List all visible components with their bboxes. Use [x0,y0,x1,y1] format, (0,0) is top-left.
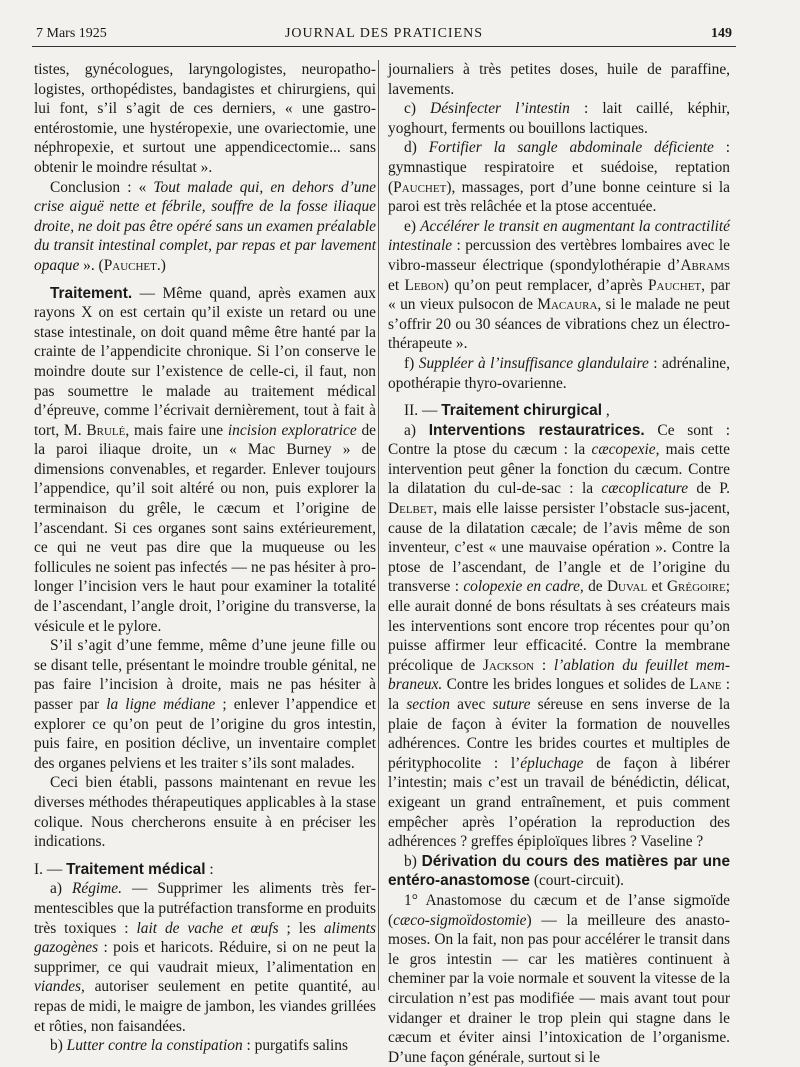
interventions-text-h: ; elle aurait donné de bons résultats à ses créateurs mais les interventions sont encore trop récentes pour qu’on puisse affirmer leur efficacité. Contre la membrane précolique de [388,578,730,674]
paragraph-conclusion [34,178,376,276]
anastomose-text-b: ) — la meilleure des anastomoses. On la fait, non pas pour accélérer le transit dans le gros intestin — car les matières continuent à cheminer par la voie normale et souvent la vitesse de la circulation n’est pas modifiée — mais avant tout pour vidanger et drainer le trop plein qui stagne dans le cæcum et éviter ainsi l’intoxication de l’organisme. D’une façon générale, surtout si le [388,911,730,1066]
paragraph-accelerer [388,217,730,354]
term-lait: lait de vache et œufs [136,919,279,937]
femme-text-a: S’il s’agit d’une femme, même d’une jeune fille ou se disant telle, présentant le moindre trouble génital, ne pas faire l’incision à droite, mais ne pas hésiter à passer par [34,637,376,713]
interventions-text-e: , mais elle laisse persister l’obstacle sus-jacent, cause de la dilatation cæcale; de l’avis même de son inventeur, c’est « une mauvaise opération ». Contre la ptose de l’ascendant, de l’angle et de l’origine du transverse : [388,500,730,596]
author-duval: Duval [606,578,648,596]
constipation-text: : purgatifs salins [242,1037,348,1055]
interventions-text-d: de P. [688,480,730,498]
term-aliments: aliments gazogènes [34,919,376,957]
interventions-text-l: avec [449,696,493,713]
author-lebon: Lebon [404,276,444,294]
author-pauchet: Pauchet [103,256,157,274]
anastomose-text-a: 1° Anastomose du cæcum et de l’anse sigmoïde ( [388,891,730,929]
author-abrams: Abrams [680,256,730,274]
paragraph-ceci: Ceci bien établi, passons maintenant en revue les diverses méthodes thérapeutiques applicables à la stase colique. Nous chercherons ensuite à en préciser les indications. [34,774,376,851]
conclusion-label: Conclusion : « [50,178,154,196]
term-viandes: viandes, [34,978,85,996]
paragraph-regime [34,879,376,1036]
term-section: section [406,696,450,713]
conclusion-end: ». ( [79,256,104,274]
derivation-heading: Dérivation du cours des matières par une entéro-anastomose [388,852,730,890]
interventions-heading: Interventions restauratrices. [428,421,645,439]
section-medical-heading [34,860,376,880]
interventions-text-c: mais cette intervention peut gêner la fonction du cæcum. Contre la dilatation du cul-de-sac : la [388,441,730,498]
traitement-heading: Traitement. [50,284,133,302]
paragraph-interventions [388,421,730,852]
traitement-text-c: de la paroi iliaque droite, un « Mac Burney » de dimensions convenables, et regarder. Enlever toujours l’appendice, qu’il soit altéré ou non, puis explorer la terminaison du grêle, le cæcum et l’origine de l’ascendant. Si ces organes sont sains extérieurement, ce qui ne veut pas dire que la muqueuse ou les follicules ne soient pas infectés — ne pas hésiter à prolonger l’incision vers le haut pour examiner la totalité de l’ascendant, l’angle droit, l’origine du transverse, la vésicule et le pylore. [34,421,377,635]
accelerer-text-c: et [388,276,405,294]
paragraph-suppleer [388,354,730,393]
item-letter: a) [404,421,429,439]
page-number: 149 [711,26,732,41]
paragraph-traitement [34,284,376,637]
item-letter: d) [404,139,429,157]
suppleer-text: : adrénaline, opothérapie thyro-ovarienne. [388,354,730,392]
interventions-text-i: : [534,656,554,674]
author-brule: Brulé [86,421,126,439]
author-pauchet: Pauchet [647,276,702,294]
paragraph-anastomose [388,891,730,1067]
paragraph-desinfecter [388,99,730,138]
paragraph-fortifier [388,138,730,216]
paragraph-femme [34,636,376,773]
paragraph-constipation [34,1036,376,1056]
paragraph-continuation: journaliers à très petites doses, huile de paraffine, lavements. [388,61,730,98]
femme-text-b: ; enlever l’appendice et explorer ce qu’on peut de l’origine du gros intestin, puis faire, en position déclive, un inventaire complet des organes pelviens et les traiter s’ils sont malades. [34,696,376,772]
term-colopexie: colopexie en cadre, [463,578,584,596]
term-caeco-sigmoidostomie: cæco-sigmoïdostomie [393,911,527,929]
author-pauchet: Pauchet [393,178,447,196]
item-letter: b) [50,1037,67,1055]
accelerer-text-d: ) qu’on peut remplacer, d’après [443,276,648,294]
accelerer-text-b: : percussion des vertèbres lombaires avec le vibro-masseur électrique (spondylothérapie d’ [388,237,730,274]
term-desinfecter: Désinfecter l’intestin [430,100,570,118]
fortifier-text-b: : gymnastique respiratoire et suédoise, reptation ( [388,139,731,196]
interventions-text-f: de [583,578,607,596]
interventions-text-k: : la [388,676,730,713]
term-suture: suture [492,696,531,713]
accelerer-text-f: , si le malade ne peut s’offrir 20 ou 30 séances de vibrations chez un électrothérapeute ». [388,296,730,353]
journal-title: JOURNAL DES PRATICIENS [284,26,484,41]
term-ablation: l’ablation du feuillet membraneux. [388,656,730,694]
regime-text-e: autoriser seulement en petite quantité, au repas de midi, le maigre de jambon, les viandes grillées et rôties, non faisandées. [34,978,376,1035]
term-caecopexie: cæcopexie, [591,441,660,459]
item-letter: b) [404,852,422,870]
derivation-text: (court-circuit). [529,872,624,890]
term-epluchage: épluchage [520,754,584,772]
running-header [32,24,736,47]
traitement-text-a: — Même quand, après examen aux rayons X on est certain qu’il existe un retard ou une stase intestinale, on doit quand même être hanté par la crainte de l’appendicite chronique. Si l’on conserve le moindre doute sur l’existence de celle-ci, il faut, non pas soumettre le malade au traitement médical d’épreuve, comme l’écrivait dernièrement, tout à fait à tort, M. [34,284,376,439]
term-constipation: Lutter contre la constipation [66,1037,243,1055]
interventions-text-g: et [647,578,667,596]
author-delbet: Delbet [388,500,434,518]
author-gregoire: Grégoire [666,578,726,596]
term-ligne-mediane: la ligne médiane [106,696,216,713]
paragraph-derivation [388,852,730,891]
author-macaura: Macaura [537,296,598,314]
term-caecoplicature: cæcoplicature [601,480,689,498]
conclusion-close: .) [156,256,166,274]
interventions-text-n: de façon à libérer l’intestin; mais c’est un travail de bénédictin, délicat, exigeant un grand entraînement, et puis comment empêcher après l’opération la reproduction des adhérences ? greffes épiploïques libres ? Vaseline ? [388,754,730,851]
column-divider [378,60,379,990]
accelerer-text-e: , par « un vieux pulsocon de [388,276,730,314]
regime-text-d: : pois et haricots. Réduire, si on ne peut la supprimer, ce qui vaudrait mieux, l’alimentation en [34,939,376,976]
paragraph-specialists: tistes, gynécologues, laryngologistes, neuropathologistes, orthopédistes, bandagistes et chirurgiens, qui lui font, s’il s’agit de ces derniers, « une gastro-entérostomie, une hystéropexie, une ovariectomie, une néphropexie, et surtout une appendicectomie... sans obtenir le moindre résultat ». [34,61,376,176]
medical-heading: Traitement médical [66,860,206,878]
conclusion-quote: Tout malade qui, en dehors d’une crise aiguë nette et fébrile, souffre de la fosse iliaque droite, ne doit pas être opéré sans un examen préalable du transit intestinal complet, par repas et par lavement opaque [34,178,376,274]
regime-text-b: — Supprimer les aliments très fermentescibles que la putréfaction transforme en produits très toxiques : [34,880,377,937]
interventions-text-b: Ce sont : Contre la ptose du cæcum : la [388,421,730,459]
author-lane: Lane [689,676,722,694]
item-letter: a) [50,880,72,898]
heading-colon: : [205,860,214,878]
fortifier-text-c: ), massages, port d’une bonne ceinture si la paroi est très relâchée et la ptose accentuée. [388,178,730,216]
interventions-text-j: Contre les brides longues et solides de [442,676,690,694]
section-number: I. — [34,860,67,878]
term-incision: incision exploratrice [227,421,357,439]
left-column [34,60,376,1056]
item-letter: f) [404,354,419,372]
issue-date: 7 Mars 1925 [36,26,107,41]
section-chirurgical-heading [388,401,730,421]
item-letter: e) [404,217,421,235]
section-number: II. — [404,402,442,420]
term-suppleer: Suppléer à l’insuffisance glandulaire [418,354,649,372]
author-jackson: Jackson [482,656,535,674]
heading-comma: , [602,402,610,420]
traitement-text-b: , mais faire une [125,421,228,439]
desinfecter-text: : lait caillé, képhir, yoghourt, ferments ou bouillons lactiques. [388,100,730,137]
right-column [388,60,730,1067]
item-letter: c) [404,100,431,118]
term-regime: Régime. [71,880,122,898]
interventions-text-m: séreuse en sens inverse de la plaie de façon à éviter la formation de nouvelles adhérences. Contre les brides courtes et multiples de pérityphocolite : l’ [388,696,730,772]
term-fortifier: Fortifier la sangle abdominale déficiente [428,139,714,157]
term-accelerer: Accélérer le transit en augmentant la contractilité intestinale [388,217,730,255]
chirurgical-heading: Traitement chirurgical [441,402,602,420]
regime-text-c: ; les [278,919,324,937]
